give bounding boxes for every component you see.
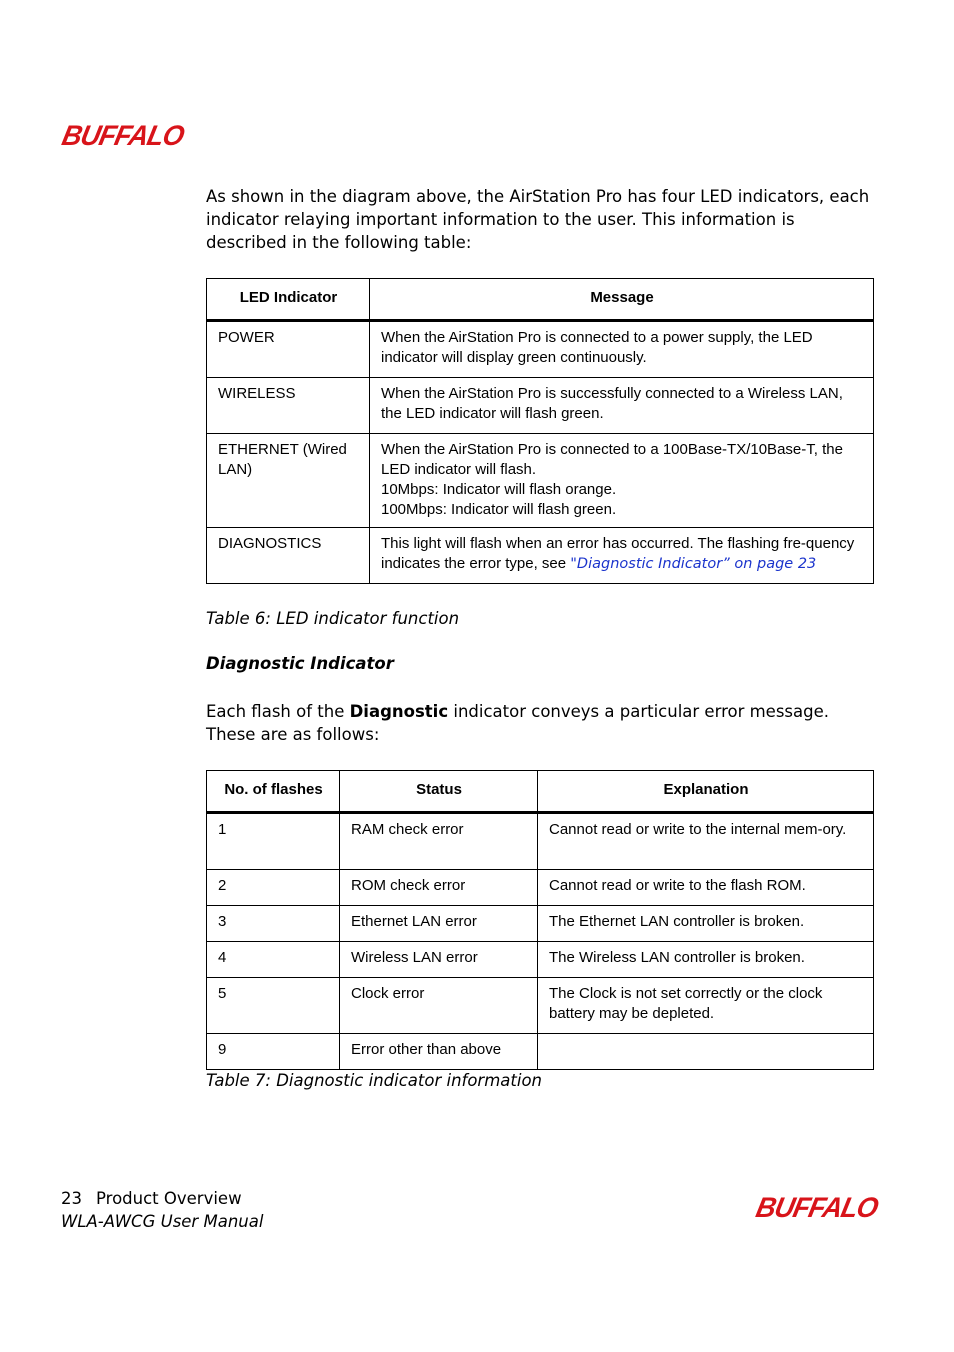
- table-header-row: [207, 279, 874, 321]
- column-header: Status: [340, 771, 538, 813]
- column-header: LED Indicator: [207, 279, 370, 321]
- table-row: [207, 1034, 874, 1070]
- table-caption: Table 6: LED indicator function: [206, 609, 460, 628]
- explanation-cell: [538, 1034, 874, 1070]
- flash-count: 3: [207, 906, 340, 942]
- paragraph-bold: Diagnostic: [349, 702, 449, 721]
- table-row: [207, 813, 874, 870]
- buffalo-logo: BUFFALO: [59, 120, 187, 152]
- led-name: WIRELESS: [207, 378, 370, 434]
- led-message: [370, 528, 874, 584]
- table-header-row: [207, 771, 874, 813]
- column-header: Message: [370, 279, 874, 321]
- table-row: [207, 528, 874, 584]
- page-number: 23: [61, 1189, 82, 1208]
- led-message: [370, 434, 874, 528]
- table-row: [207, 434, 874, 528]
- status-cell: ROM check error: [340, 870, 538, 906]
- message-line: 100Mbps: Indicator will flash green.: [381, 501, 617, 518]
- table-caption: Table 7: Diagnostic indicator information: [206, 1071, 543, 1090]
- diagnostic-indicator-link[interactable]: "Diagnostic Indicator” on page 23: [570, 556, 817, 572]
- led-name: POWER: [207, 321, 370, 378]
- explanation-cell: Cannot read or write to the internal mem-ory.: [538, 813, 874, 870]
- explanation-cell: Cannot read or write to the flash ROM.: [538, 870, 874, 906]
- section-name: Product Overview: [96, 1189, 242, 1208]
- paragraph-text: indicator conveys a particular error message. These are as follows:: [206, 702, 830, 744]
- led-indicator-table: [206, 278, 874, 584]
- led-name: ETHERNET (Wired LAN): [207, 434, 370, 528]
- status-cell: Error other than above: [340, 1034, 538, 1070]
- page-footer: [61, 1187, 263, 1233]
- explanation-cell: The Ethernet LAN controller is broken.: [538, 906, 874, 942]
- manual-title: WLA-AWCG User Manual: [61, 1212, 264, 1231]
- table-row: [207, 906, 874, 942]
- diagnostic-paragraph: [206, 700, 876, 746]
- footer-section-line: [61, 1187, 263, 1210]
- message-line: 10Mbps: Indicator will flash orange.: [381, 481, 617, 498]
- led-name: DIAGNOSTICS: [207, 528, 370, 584]
- status-cell: Ethernet LAN error: [340, 906, 538, 942]
- flash-count: 9: [207, 1034, 340, 1070]
- table-row: [207, 321, 874, 378]
- led-message: When the AirStation Pro is connected to a power supply, the LED indicator will display green continuously.: [370, 321, 874, 378]
- explanation-cell: The Wireless LAN controller is broken.: [538, 942, 874, 978]
- flash-count: 2: [207, 870, 340, 906]
- status-cell: Wireless LAN error: [340, 942, 538, 978]
- status-cell: Clock error: [340, 978, 538, 1034]
- message-line: When the AirStation Pro is connected to a 100Base-TX/10Base-T, the LED indicator will flash.: [381, 441, 843, 478]
- flash-count: 4: [207, 942, 340, 978]
- explanation-cell: The Clock is not set correctly or the clock battery may be depleted.: [538, 978, 874, 1034]
- paragraph-text: Each flash of the: [206, 702, 350, 721]
- table-row: [207, 870, 874, 906]
- column-header: No. of flashes: [207, 771, 340, 813]
- flash-count: 5: [207, 978, 340, 1034]
- diagnostic-table: [206, 770, 874, 1070]
- flash-count: 1: [207, 813, 340, 870]
- led-message: When the AirStation Pro is successfully connected to a Wireless LAN, the LED indicator will flash green.: [370, 378, 874, 434]
- buffalo-logo: BUFFALO: [753, 1192, 881, 1224]
- table-row: [207, 978, 874, 1034]
- table-row: [207, 378, 874, 434]
- table-row: [207, 942, 874, 978]
- section-heading: Diagnostic Indicator: [206, 654, 394, 673]
- message-text: This light will flash when an error has occurred. The flashing fre-quency indicates the error type, see: [381, 535, 855, 572]
- status-cell: RAM check error: [340, 813, 538, 870]
- column-header: Explanation: [538, 771, 874, 813]
- intro-paragraph: As shown in the diagram above, the AirStation Pro has four LED indicators, each indicator relaying important information to the user. This information is described in the following table:: [206, 187, 870, 252]
